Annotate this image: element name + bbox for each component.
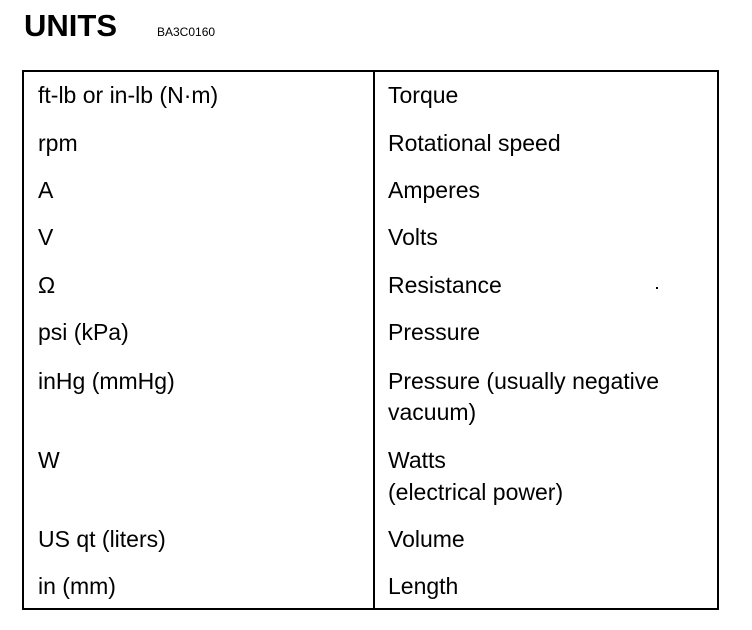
- units-table: [22, 70, 719, 610]
- description-cell: Watts: [388, 447, 446, 473]
- description-cell: Pressure: [388, 319, 481, 345]
- unit-cell: psi (kPa): [38, 319, 129, 345]
- description-cell: Volts: [388, 224, 438, 250]
- unit-cell: inHg (mmHg): [38, 368, 175, 394]
- description-cell: Pressure (usually negative: [388, 368, 660, 394]
- figure-code: BA3C0160: [157, 25, 216, 39]
- unit-cell: A: [38, 177, 54, 203]
- description-cell: Resistance: [388, 272, 502, 298]
- scan-speck: [656, 287, 658, 289]
- page-title: UNITS: [24, 8, 117, 43]
- unit-cell: Ω: [38, 272, 56, 298]
- description-cell-line-2: (electrical power): [388, 479, 564, 505]
- description-cell: Length: [388, 573, 459, 599]
- unit-cell: V: [38, 224, 54, 250]
- unit-cell: in (mm): [38, 573, 116, 599]
- description-cell: Torque: [388, 82, 459, 108]
- description-cell: Rotational speed: [388, 130, 561, 156]
- column-divider: [373, 72, 375, 608]
- unit-cell: W: [38, 447, 60, 473]
- unit-cell: ft-lb or in-lb (N·m): [38, 82, 219, 108]
- description-cell-line-2: vacuum): [388, 399, 477, 425]
- unit-cell: rpm: [38, 130, 78, 156]
- description-cell: Amperes: [388, 177, 481, 203]
- unit-cell: US qt (liters): [38, 526, 166, 552]
- description-cell: Volume: [388, 526, 465, 552]
